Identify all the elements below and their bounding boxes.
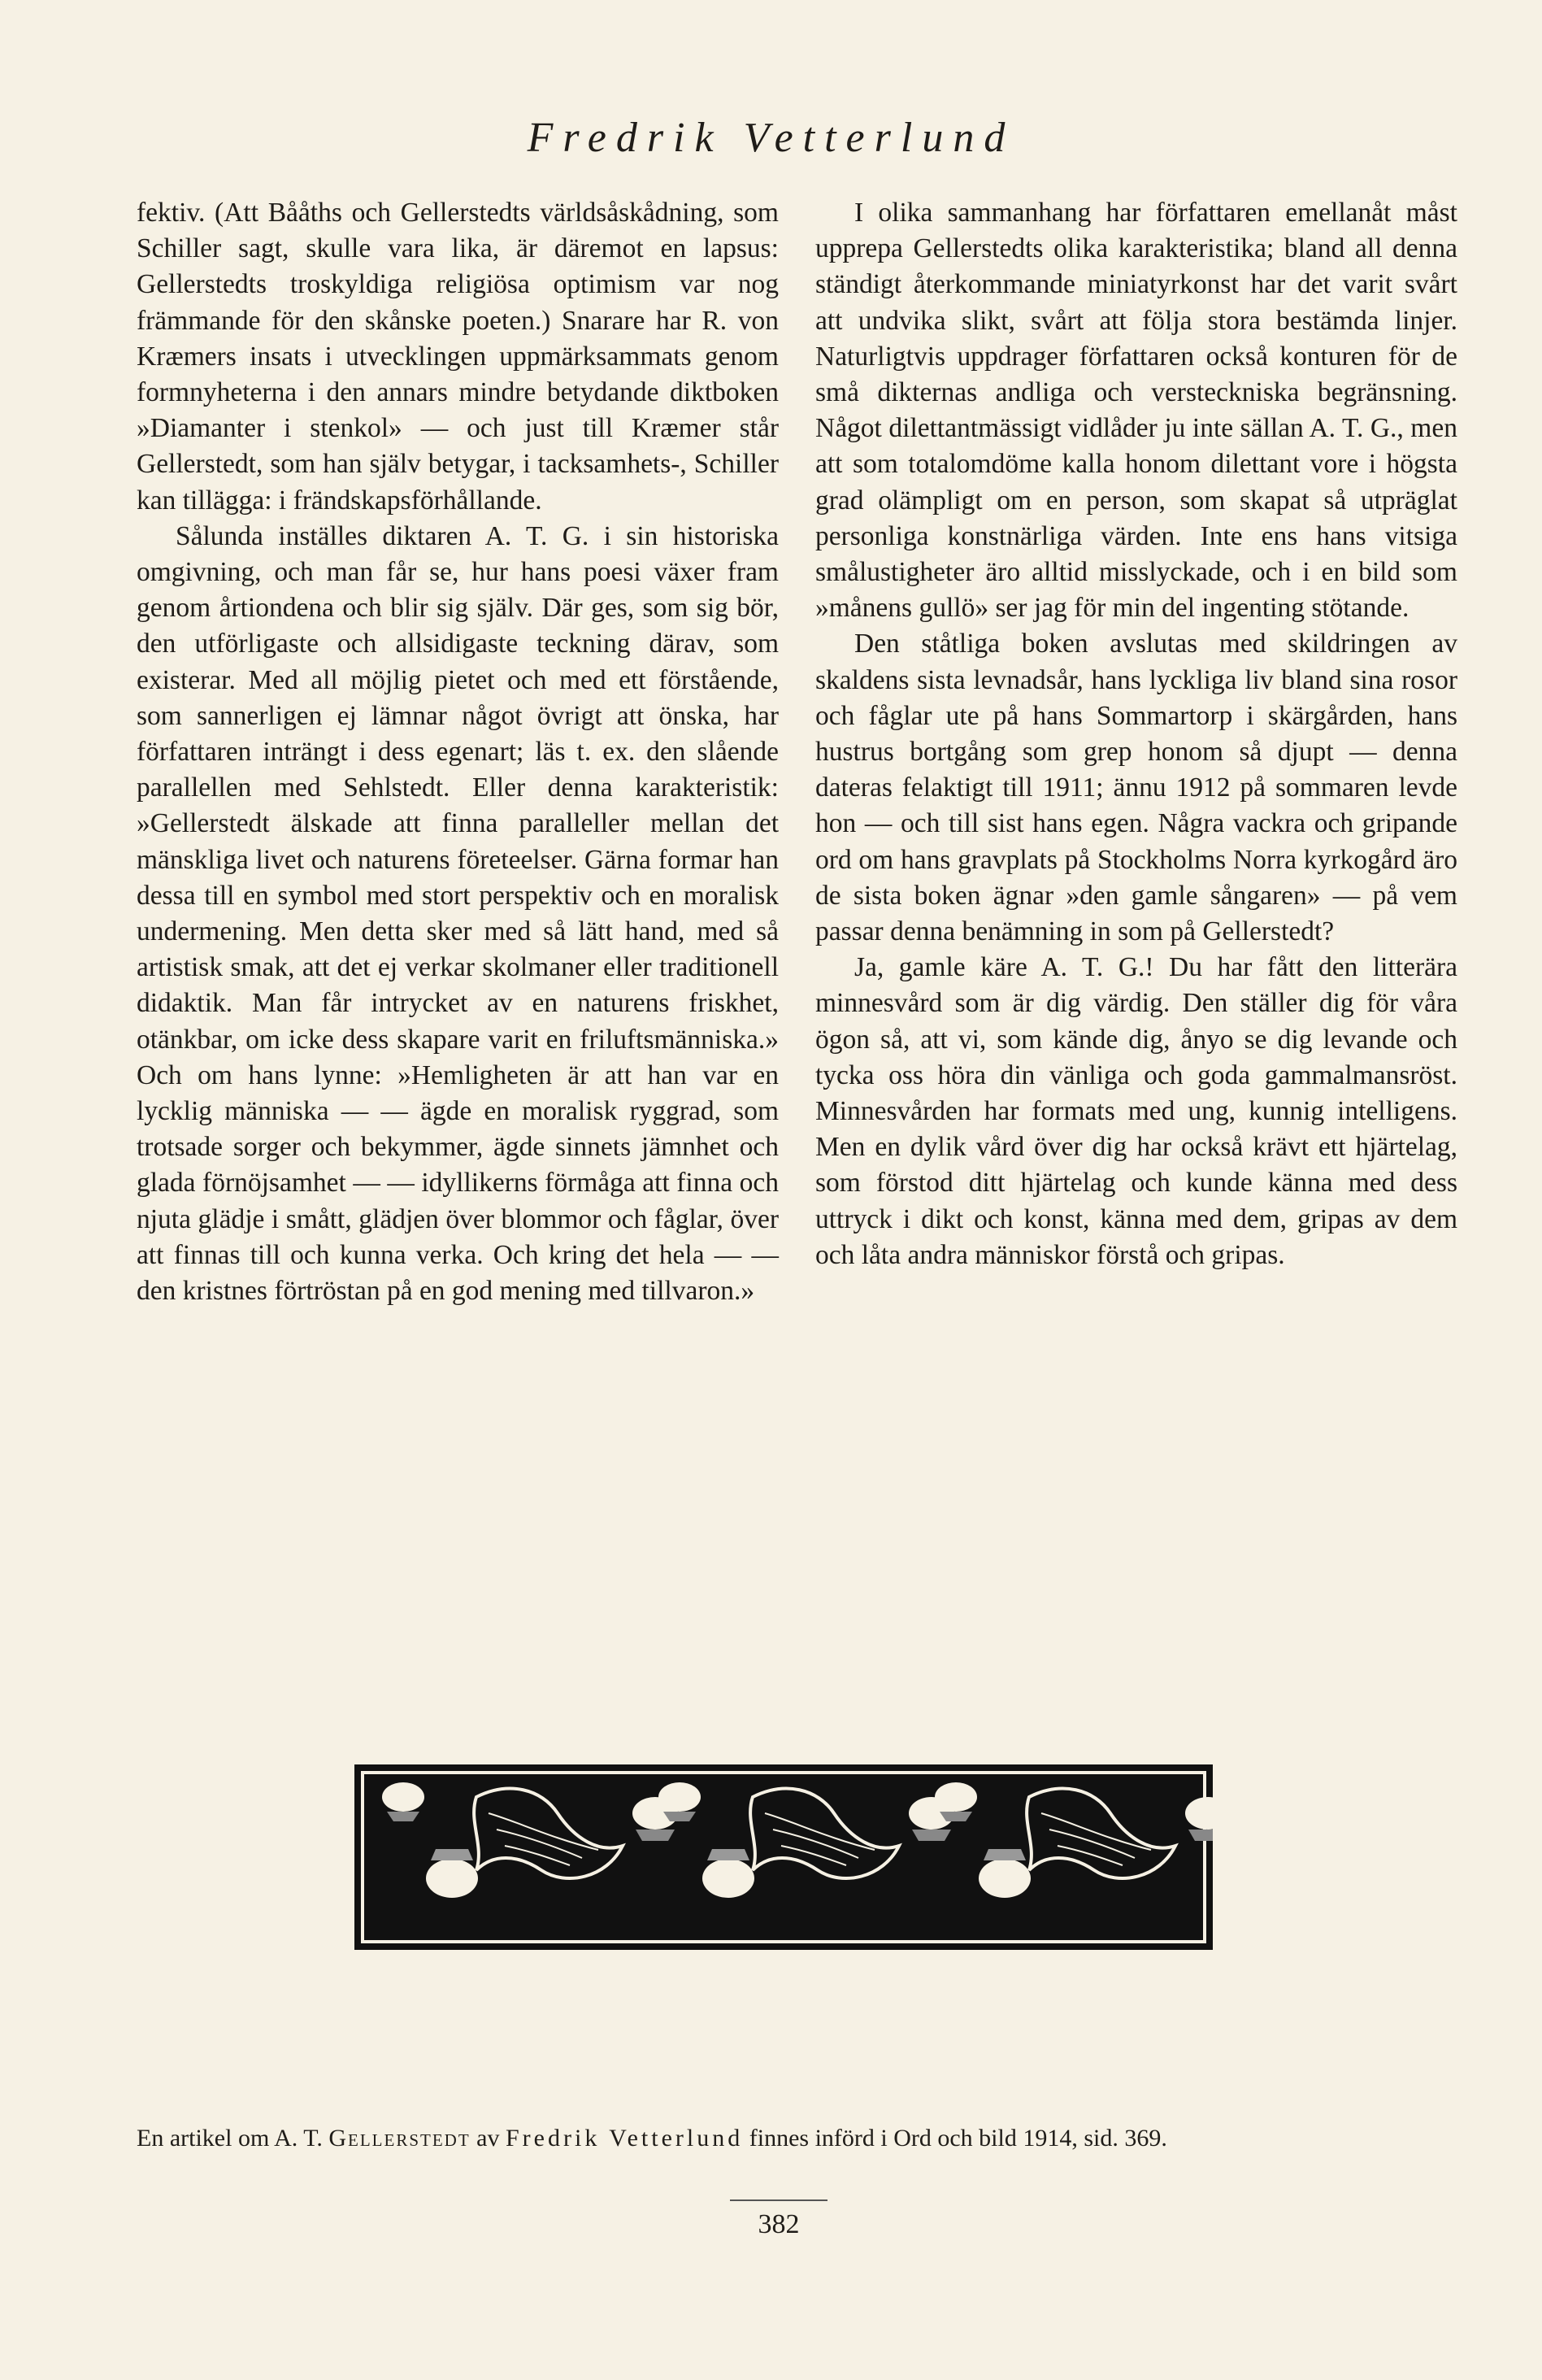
oak-leaf-acorn-border-icon: [354, 1764, 1213, 1950]
paragraph: I olika sammanhang har författaren emellanåt måst upprepa Gellerstedts olika karakteristika; bland all denna ständigt återkommande miniatyrkonst har det varit svårt att undvika slikt, svårt att följa stora bestämda linjer. Naturligtvis uppdrager författaren också konturen för de små dikternas andliga och versteckniska begränsning. Något dilettantmässigt vidlåder ju inte sällan A. T. G., men att som totalomdöme kalla honom dilettant vore i högsta grad olämpligt om en person, som skapat så utpräglat personliga konstnärliga värden. Inte ens hans vitsiga smålustigheter äro alltid misslyckade, och i en bild som »månens gullö» ser jag för min del ingenting stötande.: [815, 198, 1457, 624]
left-column: [137, 195, 779, 1309]
paragraph: Sålunda inställes diktaren A. T. G. i sin historiska omgivning, och man får se, hur hans poesi växer fram genom årtiondena och blir sig själv. Där ges, som sig bör, den utförligaste och allsidigaste teckning därav, som existerar. Med all möjlig pietet och med ett förstående, som sannerligen ej lämnar något övrigt att önska, har författaren inträngt i dess egenart; läs t. ex. den slående parallellen med Sehlstedt. Eller denna karakteristik: »Gellerstedt älskade att finna paralleller mellan det mänskliga livet och naturens företeelser. Gärna formar han dessa till en symbol med stort perspektiv och en moralisk undermening. Men detta sker med så lätt hand, med så artistisk smak, att det ej verkar skolmaner eller traditionell didaktik. Man får intrycket av en naturens friskhet, otänkbar, om icke dess skapare varit en friluftsmänniska.» Och om hans lynne: »Hemligheten är att han var en lycklig människa — — ägde en moralisk ryggrad, som trotsade sorger och bekymmer, ägde sinnets jämnhet och glada förnöjsamhet — — idyllikerns förmåga att finna och njuta glädje i smått, glädjen över blommor och fåglar, över att finnas till och kunna verka. Och kring det hela — — den kristnes förtröstan på en god mening med tillvaron.»: [137, 520, 779, 1307]
footnote-author: Fredrik Vetterlund: [506, 2125, 744, 2152]
right-column: [815, 195, 1457, 1273]
paragraph: fektiv. (Att Bååths och Gellerstedts världsåskådning, som Schiller sagt, skulle vara lika, är däremot en lapsus: Gellerstedts troskyldiga religiösa optimism var nog främmande för den skånske poeten.) Snarare har R. von Kræmers insats i utvecklingen uppmärksammats genom formnyheterna i den annars mindre betydande diktboken »Diamanter i stenkol» — och just till Kræmer står Gellerstedt, som han själv betygar, i tacksamhets-, Schiller kan tillägga: i frändskapsförhållande.: [137, 198, 779, 516]
footnote: [137, 2120, 1444, 2157]
footnote-subject-name: Gellerstedt: [328, 2125, 471, 2152]
page-header-title: Fredrik Vetterlund: [527, 115, 1015, 161]
paragraph: Den ståtliga boken avslutas med skildringen av skaldens sista levnadsår, hans lyckliga liv bland sina rosor och fåglar ute på hans Sommartorp i skärgården, hans hustrus bortgång som grep honom så djupt — denna dateras felaktigt till 1911; ännu 1912 på sommaren levde hon — och till sist hans egen. Några vackra och gripande ord om hans gravplats på Stockholms Norra kyrkogård äro de sista boken ägnar »den gamle sångaren» — på vem passar denna benämning in som på Gellerstedt?: [815, 629, 1457, 947]
page-number: 382: [730, 2199, 827, 2240]
footnote-tail: finnes införd i Ord och bild 1914, sid. 369.: [743, 2125, 1167, 2152]
footnote-mid: av: [470, 2125, 506, 2152]
paragraph: Ja, gamle käre A. T. G.! Du har fått den litterära minnesvård som är dig värdig. Den ställer dig för våra ögon så, att vi, som kände dig, ånyo se dig levande och tycka oss höra din vänliga och goda gammalmansröst. Minnesvården har formats med ung, kunnig intelligens. Men en dylik vård över dig har också krävt ett hjärtelag, som förstod ditt hjärtelag och kunde känna med dess uttryck i dikt och konst, känna med dem, gripas av dem och låta andra människor förstå och gripas.: [815, 952, 1457, 1270]
footnote-lead: En artikel om A. T.: [137, 2125, 329, 2152]
